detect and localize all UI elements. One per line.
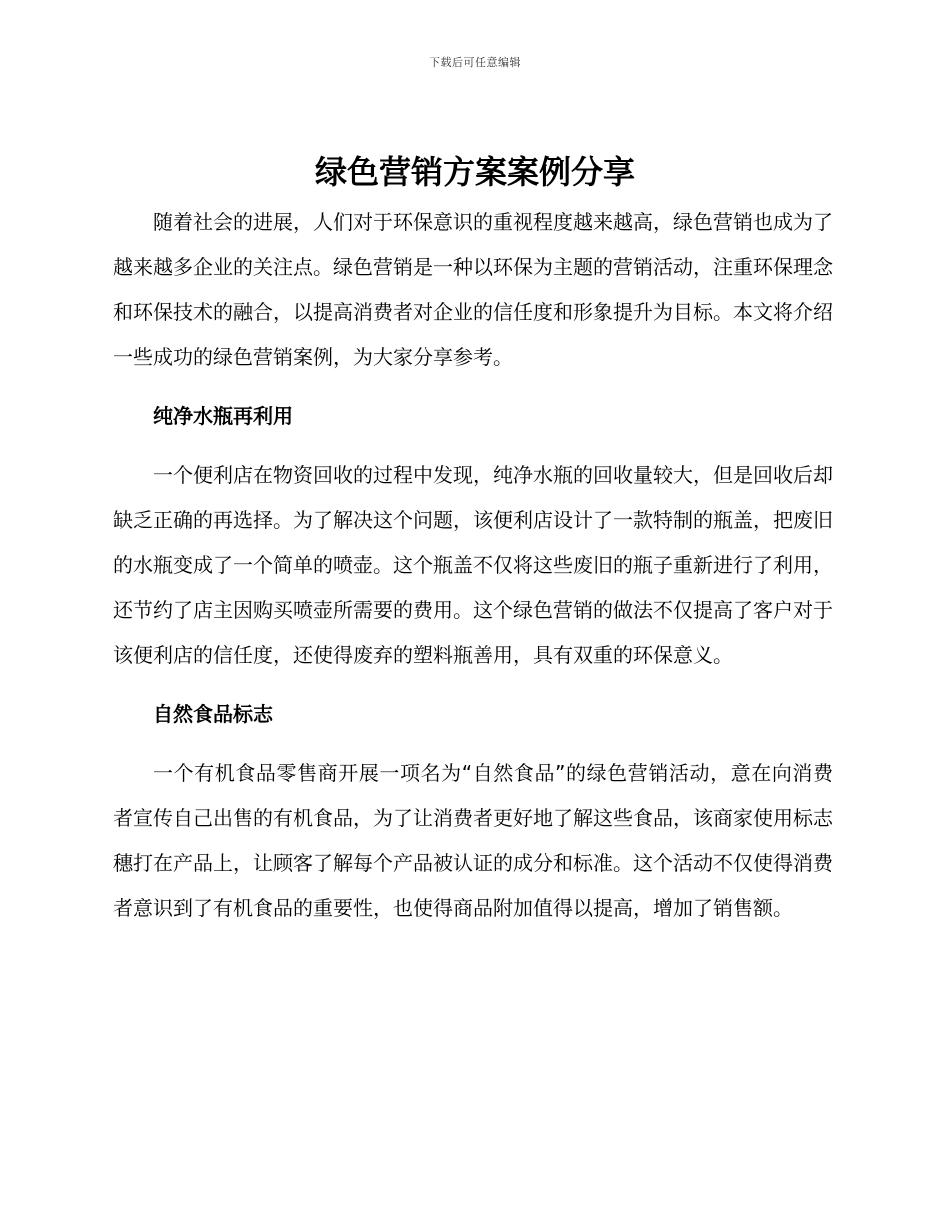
section-body-natural-food: 一个有机食品零售商开展一项名为“自然食品”的绿色营销活动，意在向消费者宣传自己出售的有机食品，为了让消费者更好地了解这些食品，该商家使用标志穗打在产品上，让顾客了解每个产品被认证的成分和标准。这个活动不仅使得消费者意识到了有机食品的重要性，也使得商品附加值得以提高，增加了销售额。 (113, 761, 833, 920)
document-title: 绿色营销方案案例分享 (314, 153, 635, 191)
intro-paragraph: 随着社会的进展，人们对于环保意识的重视程度越来越高，绿色营销也成为了越来越多企业的关注点。绿色营销是一种以环保为主题的营销活动，注重环保理念和环保技术的融合，以提高消费者对企业的信任度和形象提升为目标。本文将介绍一些成功的绿色营销案例，为大家分享参考。 (113, 210, 833, 369)
document-body (113, 200, 833, 931)
section-body-bottle-reuse: 一个便利店在物资回收的过程中发现，纯净水瓶的回收量较大，但是回收后却缺乏正确的再选择。为了解决这个问题，该便利店设计了一款特制的瓶盖，把废旧的水瓶变成了一个简单的喷壶。这个瓶盖不仅将这些废旧的瓶子重新进行了利用，还节约了店主因购买喷壶所需要的费用。这个绿色营销的做法不仅提高了客户对于该便利店的信任度，还使得废弃的塑料瓶善用，具有双重的环保意义。 (113, 463, 833, 667)
section-heading-bottle-reuse: 纯净水瓶再利用 (153, 404, 293, 428)
header-note: 下载后可任意编辑 (429, 56, 521, 69)
section-heading-natural-food: 自然食品标志 (153, 702, 273, 726)
